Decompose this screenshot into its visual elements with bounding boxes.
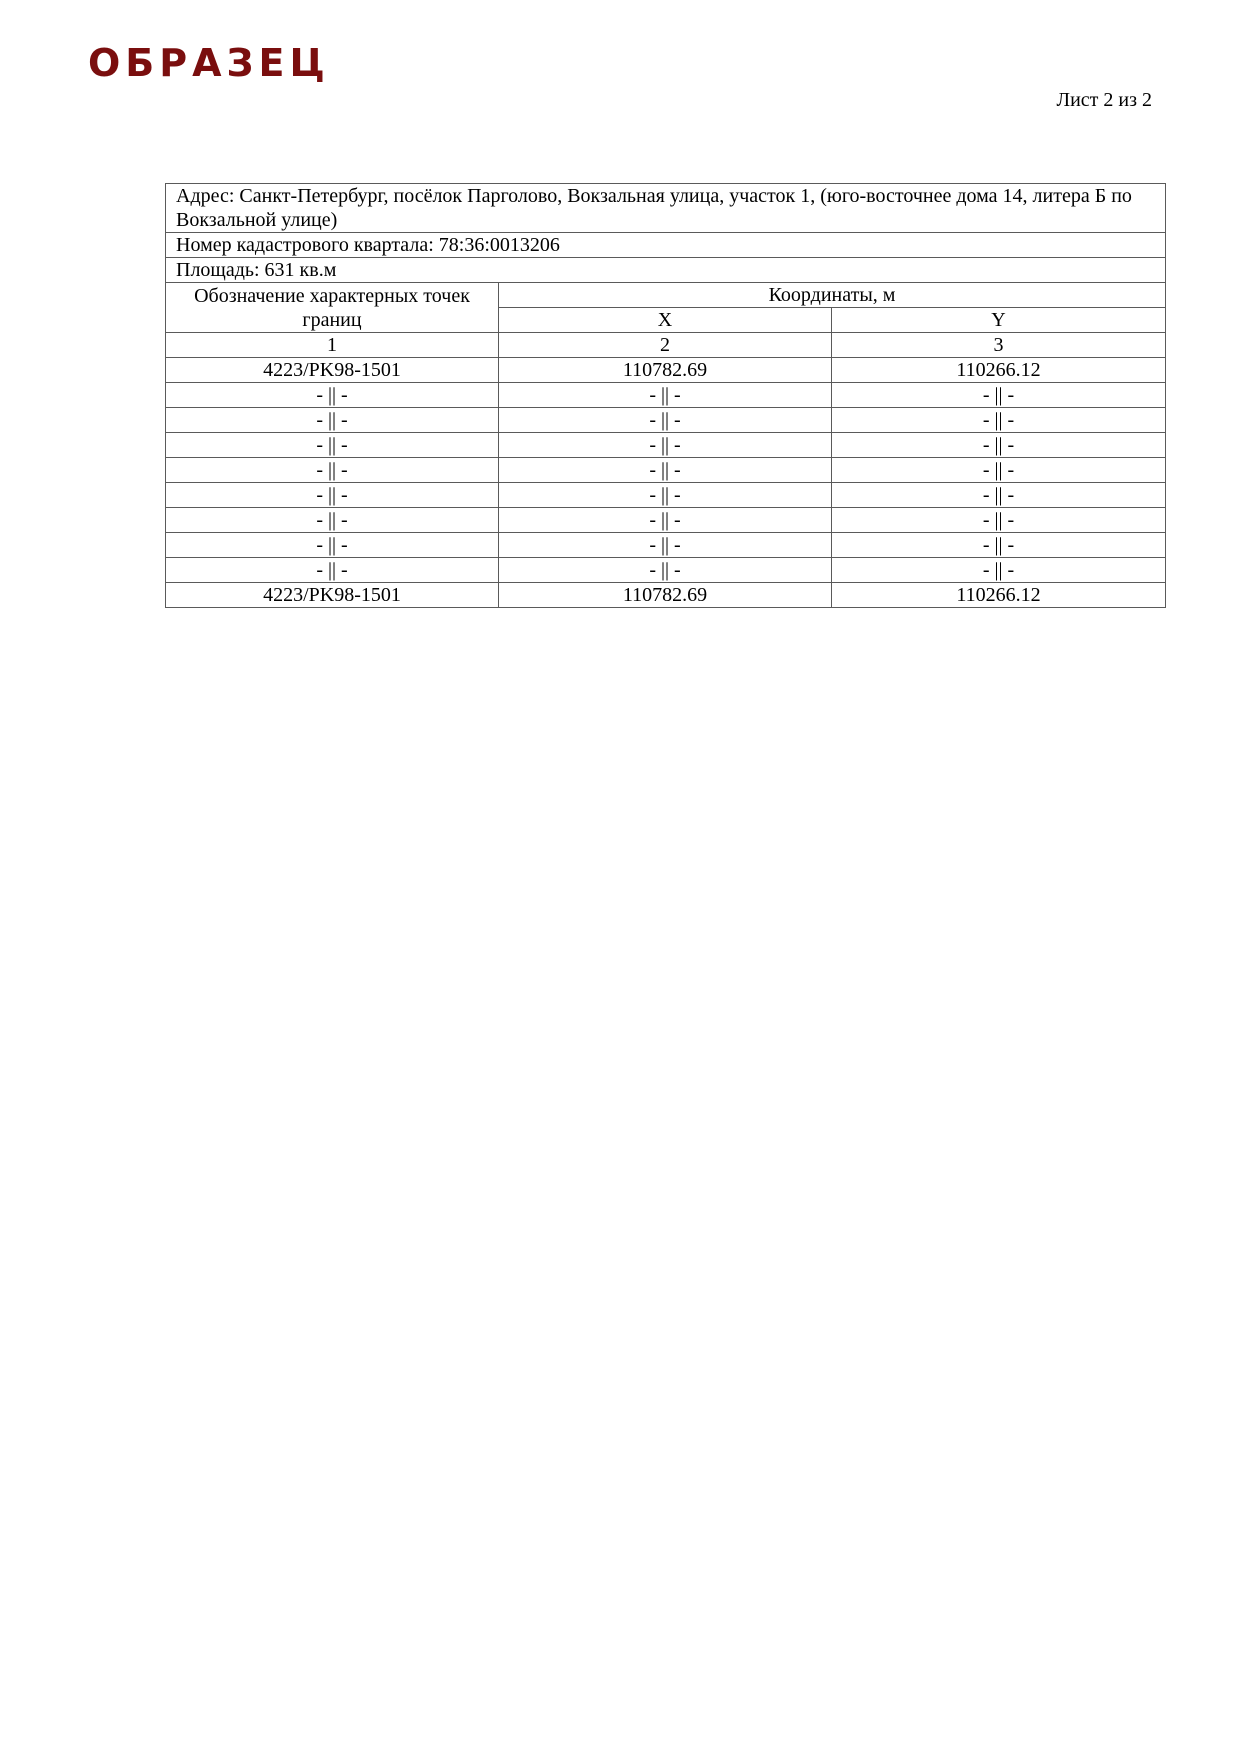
points-header-cell: Обозначение характерных точек границ <box>166 283 499 333</box>
x-header-cell: X <box>499 308 832 333</box>
point-name-cell: - || - <box>166 433 499 458</box>
coordinates-rows <box>166 358 1166 608</box>
area-row <box>166 258 1166 283</box>
x-coordinate-cell: - || - <box>499 533 832 558</box>
x-coordinate-cell: - || - <box>499 383 832 408</box>
point-name-cell: 4223/PK98-1501 <box>166 358 499 383</box>
sample-stamp: ОБРАЗЕЦ <box>88 41 330 85</box>
table-row <box>166 483 1166 508</box>
point-name-cell: - || - <box>166 483 499 508</box>
coordinates-table <box>165 183 1166 608</box>
table-row <box>166 508 1166 533</box>
x-coordinate-cell: 110782.69 <box>499 583 832 608</box>
table-row <box>166 458 1166 483</box>
x-coordinate-cell: - || - <box>499 458 832 483</box>
area-cell: Площадь: 631 кв.м <box>166 258 1166 283</box>
table-row <box>166 433 1166 458</box>
point-name-cell: - || - <box>166 558 499 583</box>
y-coordinate-cell: - || - <box>832 558 1166 583</box>
table-row <box>166 383 1166 408</box>
x-coordinate-cell: - || - <box>499 558 832 583</box>
y-coordinate-cell: - || - <box>832 483 1166 508</box>
x-coordinate-cell: - || - <box>499 483 832 508</box>
cadastral-row <box>166 233 1166 258</box>
coords-header-cell: Координаты, м <box>499 283 1166 308</box>
y-coordinate-cell: 110266.12 <box>832 583 1166 608</box>
x-coordinate-cell: 110782.69 <box>499 358 832 383</box>
cadastral-quarter-cell: Номер кадастрового квартала: 78:36:0013206 <box>166 233 1166 258</box>
y-coordinate-cell: - || - <box>832 533 1166 558</box>
point-name-cell: - || - <box>166 533 499 558</box>
y-coordinate-cell: - || - <box>832 458 1166 483</box>
address-row <box>166 184 1166 233</box>
y-header-cell: Y <box>832 308 1166 333</box>
column-numbers-row <box>166 333 1166 358</box>
point-name-cell: - || - <box>166 458 499 483</box>
column-number-cell: 2 <box>499 333 832 358</box>
y-coordinate-cell: - || - <box>832 508 1166 533</box>
column-number-cell: 1 <box>166 333 499 358</box>
address-cell: Адрес: Санкт-Петербург, посёлок Парголово, Вокзальная улица, участок 1, (юго-восточнее дома 14, литера Б по Вокзальной улице) <box>166 184 1166 233</box>
column-number-cell: 3 <box>832 333 1166 358</box>
y-coordinate-cell: 110266.12 <box>832 358 1166 383</box>
table-row <box>166 583 1166 608</box>
y-coordinate-cell: - || - <box>832 383 1166 408</box>
point-name-cell: - || - <box>166 408 499 433</box>
table-row <box>166 533 1166 558</box>
table-row <box>166 558 1166 583</box>
x-coordinate-cell: - || - <box>499 408 832 433</box>
x-coordinate-cell: - || - <box>499 433 832 458</box>
table-row <box>166 358 1166 383</box>
point-name-cell: 4223/PK98-1501 <box>166 583 499 608</box>
table-row <box>166 408 1166 433</box>
sheet-number: Лист 2 из 2 <box>1056 89 1152 111</box>
point-name-cell: - || - <box>166 383 499 408</box>
header-row <box>166 283 1166 308</box>
y-coordinate-cell: - || - <box>832 433 1166 458</box>
point-name-cell: - || - <box>166 508 499 533</box>
y-coordinate-cell: - || - <box>832 408 1166 433</box>
x-coordinate-cell: - || - <box>499 508 832 533</box>
